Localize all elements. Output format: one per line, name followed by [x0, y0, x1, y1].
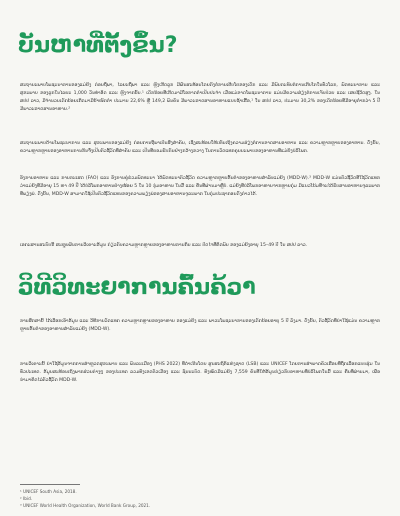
footnote-1: ¹ UNICEF South Asia, 2018. [20, 489, 77, 494]
paragraph-method-1: ການສຶກສານີ້ ໄດ້ເລືອກເອົາຂໍ້ມູນ ແລະ ວິທີການວັດແທກ ຄວາມຫຼາກຫຼາຍຂອງອາຫານ ຂອງແມ່ຍິງ ແລະ ພາວະໂພຊະນາການຂອງເດັກນ້ອຍອາຍຸ 5 ປີ ລົງມາ. ດັ່ງນັ້ນ, ຕົວຊີ້ວັດທີ່ນຳໃຊ້ແມ່ນ ຄວາມຫຼາກຫຼາຍຂັ້ນຕ່ຳຂອງອາຫານສຳລັບແມ່ຍິງ (MDD-W). [20, 319, 380, 332]
paragraph-problem-4: ເອກະສານສະບັບນີ້ ສະຫຼຸບຜົນການວິເຄາະຂໍ້ມູນ ກ່ຽວກັບຄວາມຫຼາກຫຼາຍຂອງອາຫານການກິນ ແລະ ປັດໄຈທີ່ຕິດພັນ ຂອງແມ່ຍິງອາຍຸ 15–49 ປີ ໃນ ສປປ ລາວ. [20, 243, 308, 248]
footnote-divider [20, 484, 80, 485]
section-heading-problem: ບັນຫາທີ່ຕັ້ງຂຶ້ນ? [18, 33, 178, 58]
footnote-3: ³ UNICEF World Health Organization, World Bank Group, 2021. [20, 503, 151, 508]
footnote-2: ² Ibid. [20, 496, 33, 501]
section-heading-method: ວິທີວິທະຍາການຄົ້ນຄ້ວາ [18, 275, 256, 300]
paragraph-problem-3: ອົງການອາຫານ ແລະ ການກະເສດ (FAO) ແລະ ອົງການຄູ່ຮ່ວມພັດທະນາ ໄດ້ພັດທະນາຕົວຊີ້ວັດ ຄວາມຫຼາກຫຼາຍຂັ້ນຕ່ຳຂອງອາຫານສຳລັບແມ່ຍິງ (MDD-W).³ MDD-W ແມ່ນຕົວຊີ້ວັດທີ່ໃຊ້ວັດແທກວ່າແມ່ຍິງທີ່ມີອາຍຸ 15 ຫາ 49 ປີ ໄດ້ບໍລິໂພກອາຫານຢ່າງໜ້ອຍ 5 ໃນ 10 ກຸ່ມອາຫານ ໃນມື້ ແລະ ຄືນທີ່ຜ່ານມາຫຼືບໍ່. ແມ່ຍິງທີ່ບໍລິໂພກອາຫານຈາກຫຼາຍກຸ່ມ ມີແນວໂນ້ມທີ່ຈະໄດ້ຮັບສານອາຫານຈຸລະພາກທີ່ພຽງພໍ. ດັ່ງນັ້ນ, MDD-W ສາມາດໃຊ້ເປັນຕົວຊີ້ວັດແທນຂອງຄວາມພຽງພໍຂອງສານອາຫານຈຸລະພາກ ໃນກຸ່ມປະຊາກອນດັ່ງກ່າວໄດ້. [20, 176, 380, 197]
paragraph-method-2: ການວິເຄາະນີ້ ນຳໃຊ້ຂໍ້ມູນຈາກການສຳຫຼວດສຸຂະພາບ ແລະ ພົນລະເມືອງ (PHS 2022) ທີ່ດຳເນີນໂດຍ ສູນສະຖິຕິແຫ່ງຊາດ (LSB) ແລະ UNICEF ໂດຍການສຳພາດຄົວເຮືອນທີ່ຖືກເລືອກແບບສຸ່ມ ໃນທົ່ວປະເທດ. ຂໍ້ມູນສະທ້ອນເຖິງພາກສ່ວນຕ່າງໆ ຂອງປະເທດ ລວມທັງເຂດຕົວເມືອງ ແລະ ຊົນນະບົດ. ທັງໝົດມີແມ່ຍິງ 7,559 ຄົນທີ່ໃຫ້ຂໍ້ມູນກ່ຽວກັບອາຫານທີ່ບໍລິໂພກໃນມື້ ແລະ ຄືນທີ່ຜ່ານມາ, ເພື່ອນຳມາຄິດໄລ່ຕົວຊີ້ວັດ MDD-W. [20, 362, 380, 383]
paragraph-problem-1: ສະຖານະພາບໂພຊະນາການຂອງແມ່ຍິງ ກ່ອນຖືພາ, ໄລຍະຖືພາ ແລະ ຫຼັງເກີດລູກ ມີຜົນສະທ້ອນໂດຍກົງຕໍ່ການເຕີບໂຕຂອງເດັກ ແລະ ມີພົນກະທົບຕໍ່ການເຕີບໂຕໃນທົ່ວໂລກ, ພັດທະນາການ ແລະ ສຸຂະພາບ ຂອງລູກໃນໄລຍະ 1,000 ວັນທຳອິດ ແລະ ຫຼັງຈາກນັ້ນ.¹ ເດັກນ້ອຍທີ່ເກີດມາມີໂອກາດຕ່ຳເປັນປະຈຳ ເມື່ອແມ່ຂາດໂພຊະນາການ ແມ່ນມີຄວາມສ່ຽງຕໍ່ການເຈັບປ່ວຍ ແລະ ເສຍຊີວິດສູງ. ໃນ ສປປ ລາວ, ມີຈຳນວນເດັກນ້ອຍເກີດມາມີນ້ຳໜັກຕ່ຳ ປະມານ 22,6% ຫຼື 149,2 ພັນຄົນ ມີພາວະຂາດສານອາຫານແບບຊ້ຳເຮື້ອ,¹ ໃນ ສປປ ລາວ, ປະມານ 30,2% ຂອງເດັກນ້ອຍທີ່ມີອາຍຸຕ່ຳກວ່າ 5 ປີ ມີພາວະຂາດສານອາຫານ.² [20, 83, 380, 112]
paragraph-problem-2: ສະຖານະພາບດ້ານໂພຊະນາການ ແລະ ສຸຂະພາບຂອງແມ່ຍິງ ກ່ອນການຖືພາເປັນສິ່ງສຳຄັນ, ເຊິ່ງສະທ້ອນໃຫ້ເຫັນເຖິງຄວາມສ່ຽງຕໍ່ການຂາດສານອາຫານ ແລະ ຄວາມຫຼາກຫຼາຍຂອງອາຫານ. ດັ່ງນັ້ນ, ຄວາມຫຼາກຫຼາຍຂອງອາຫານການກິນຈຶ່ງເປັນຕົວຊີ້ວັດທີ່ສຳຄັນ ແລະ ເປັນທີ່ຍອມຮັບກັນຢ່າງກວ້າງຂວາງ ໃນການວັດແທກຄຸນນະພາບຂອງອາຫານທີ່ແມ່ຍິງບໍລິໂພກ. [20, 141, 380, 154]
footnotes [20, 484, 380, 509]
